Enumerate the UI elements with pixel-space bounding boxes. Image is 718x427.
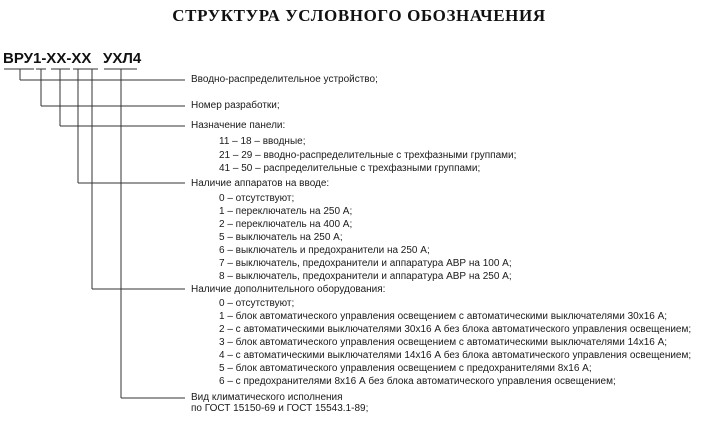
input-item: 5 – выключатель на 250 А; <box>219 232 343 243</box>
extra-item: 0 – отсутствуют; <box>219 298 295 309</box>
extra-item: 6 – с предохранителями 8х16 А без блока автоматического управления освещением; <box>219 376 616 387</box>
climate-code: УХЛ4 <box>103 50 142 67</box>
input-item: 1 – переключатель на 250 А; <box>219 206 353 217</box>
extra-item: 3 – блок автоматического управления освещением с автоматическими выключателями 14х16 А; <box>219 337 668 348</box>
input-item: 7 – выключатель, предохранители и аппаратура АВР на 100 А; <box>219 258 512 269</box>
climate-standard: по ГОСТ 15150-69 и ГОСТ 15543.1-89; <box>191 403 369 414</box>
device-heading: Вводно-распределительное устройство; <box>191 74 378 85</box>
climate-heading: Вид климатического исполнения <box>191 392 343 403</box>
page-title: СТРУКТУРА УСЛОВНОГО ОБОЗНАЧЕНИЯ <box>172 6 546 25</box>
extra-item: 4 – с автоматическими выключателями 14х16 А без блока автоматического управления освещением; <box>219 350 692 361</box>
panel-heading: Назначение панели: <box>191 120 286 131</box>
input-item: 8 – выключатель, предохранители и аппаратура АВР на 250 А; <box>219 271 512 282</box>
input-item: 2 – переключатель на 400 А; <box>219 219 353 230</box>
extra-item: 1 – блок автоматического управления освещением с автоматическими выключателями 30х16 А; <box>219 311 668 322</box>
panel-item: 41 – 50 – распределительные с трехфазными группами; <box>219 163 481 174</box>
input-item: 6 – выключатель и предохранители на 250 А; <box>219 245 430 256</box>
version-heading: Номер разработки; <box>191 100 280 111</box>
panel-item: 11 – 18 – вводные; <box>219 136 306 147</box>
panel-item: 21 – 29 – вводно-распределительные с трехфазными группами; <box>219 150 517 161</box>
input-item: 0 – отсутствуют; <box>219 193 295 204</box>
extra-item: 5 – блок автоматического управления освещением с предохранителями 8х16 А; <box>219 363 592 374</box>
input-heading: Наличие аппаратов на вводе: <box>191 178 330 189</box>
extra-heading: Наличие дополнительного оборудования: <box>191 284 386 295</box>
extra-item: 2 – с автоматическими выключателями 30х16 А без блока автоматического управления освещением; <box>219 324 692 335</box>
designation-code: ВРУ1-ХХ-ХХ <box>3 50 92 67</box>
